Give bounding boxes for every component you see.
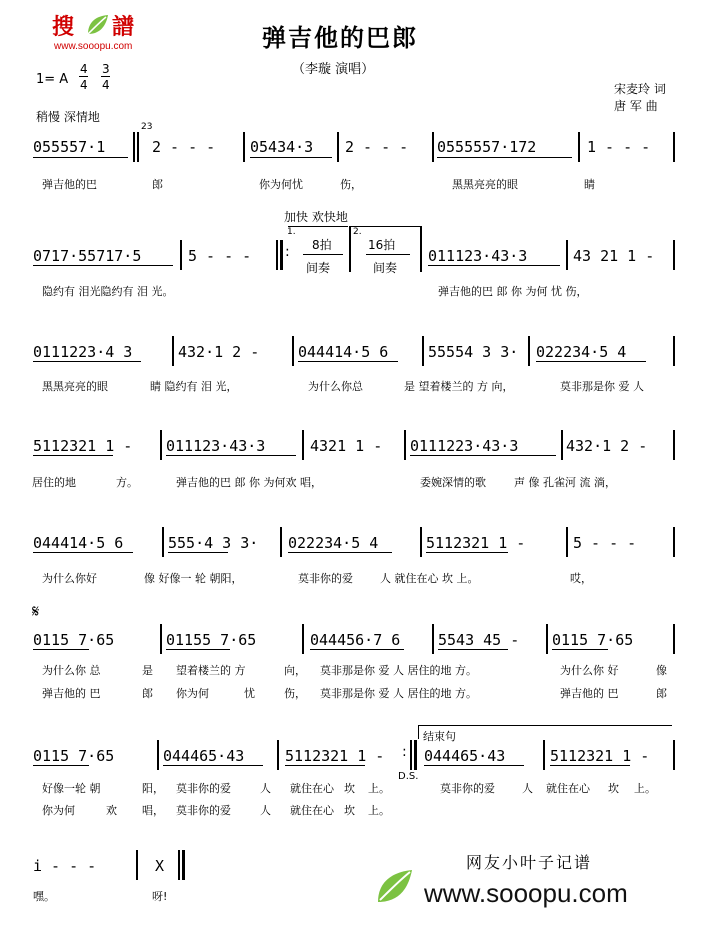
barline [432,132,434,162]
lyric: 人 [260,782,271,795]
barline [180,240,182,270]
barline [136,850,138,880]
barline [133,132,135,162]
lyric: 是 望着楼兰的 方 向， [404,380,514,393]
lyric: 像 [656,664,667,677]
barline [337,132,339,162]
watermark-url[interactable]: www.sooopu.com [424,878,628,908]
ending-bracket-line [418,725,672,726]
barline [292,336,294,366]
underline [33,157,128,158]
underline [168,552,228,553]
lyric: 唱， [142,804,164,817]
underline [33,765,89,766]
lyric: 上。 [368,804,390,817]
measure: 044414·5 6 [33,534,124,552]
measure: X [155,857,165,875]
lyric: 郎 [656,687,667,700]
underline [166,455,296,456]
lyric: 睛 隐约有 泪 光， [150,380,238,393]
lyric: 哎， [570,572,592,585]
measure: 022234·5 4 [288,534,379,552]
lyric: 上。 [368,782,390,795]
logo-char-left: 搜 [52,14,75,40]
barline [243,132,245,162]
logo-char-right: 譜 [112,14,135,40]
barline [673,624,675,654]
key-signature: 1= A [36,72,69,87]
interlude-beats: 8拍 [312,238,332,252]
lyric: 莫非那是你 爱 人 居住的地 方。 [320,664,477,677]
underline [33,265,173,266]
lyric: 人 就住在心 坎 上。 [380,572,479,585]
measure: 432·1 2 - [566,437,648,455]
barline [420,226,422,272]
barline [422,336,424,366]
lyric: 欢 [106,804,117,817]
underline [536,361,646,362]
lyric: 睛 [584,178,595,191]
measure: 5112321 1 - [33,437,133,455]
lyric: 伤， [340,178,362,191]
barline [162,527,164,557]
lyric: 伤， [284,687,306,700]
measure: 0115 7·65 [33,631,115,649]
lyric: 弹吉他的 巴 [42,687,101,700]
repeat-dots: : [285,244,290,260]
underline [166,649,230,650]
measure: 4321 1 - [310,437,383,455]
underline [163,765,263,766]
lyric: 为什么你 总 [42,664,101,677]
barline [673,132,675,162]
underline [438,649,508,650]
song-title: 弹吉他的巴郎 [262,24,418,52]
lyric: 好像一轮 朝 [42,782,101,795]
lyric: 黑黑亮亮的眼 [42,380,108,393]
dal-segno: D.S. [398,771,419,782]
lyric: 委婉深情的歌 [420,476,486,489]
underline [33,649,89,650]
lyric: 莫非你的爱 [298,572,353,585]
underline [285,765,365,766]
measure: 011123·43·3 [166,437,266,455]
lyric: 郎 [152,178,163,191]
measure: 5 - - - [573,534,637,552]
barline [160,624,162,654]
lyric: 坎 [344,782,355,795]
volta-label: 2. [353,227,362,237]
lyric: 阳， [142,782,164,795]
barline [277,740,279,770]
lyric: 像 好像一 轮 朝阳， [144,572,243,585]
lyric: 坎 [344,804,355,817]
sheet-music-page: 搜 譜 www.sooopu.com 弹吉他的巴郎 （李璇 演唱） 1= A 4 4 3 4 宋麦玲 词 唐 军 曲 稍慢 深情地 055557·1 23 2 - - - 05434·3 2 - - - 0555557·172 1 - - - 弹吉他的巴 郎 你为何忧 伤， 黑黑亮亮的眼 睛 加快 欢快地 0717·55717·5 5 - - - : 1. 2. 8拍 间奏 16拍 间奏 011123·43·3 43 21 1 - 隐约有 泪光隐约有 泪 光。 弹吉他的巴 郎 你 为何 忧 伤， 0111223·4 3 432·1 2 - 044414·5 6 55554 3 3· 022234·5 4 黑黑亮亮的眼 睛 隐约有 泪 光， 为什么你总 是 望着楼兰的 方 向， 莫非那是你 爱 人 5112321 1 - 011123·43·3 4321 1 - 0111223·43·3 432·1 2 - 居住的地 方。 弹吉他的巴 郎 你 为何欢 唱， 委婉深情的歌 声 像 孔雀河 流 淌， 044414·5 6 555·4 3 3· 022234·5 4 5112321 1 - 5 - - - 为什么你好 像 好像一 轮 朝阳， 莫非你的爱 人 就住在心 坎 上。 哎， 𝄋 0115 7·65 01155 7·65 044456·7 6 5543 45 - 0115 7·65 为什么你 总 是 望着楼兰的 方 向， 莫非那是你 爱 人 居住的地 方。 为什么你 好 像 弹吉他的 巴 郎 你为何 忧 伤， 莫非那是你 爱 人 居住的地 方。 弹吉他的 巴 郎 0115 7·65 044465·43 5112321 1 - : D.S. 结束句 044465·43 5112321 1 - 好像一轮 朝 阳， 莫非你的爱 人 就住在心 坎 上。 莫非你的爱 人 就住在心 坎 上。 你为何 欢 唱， 莫非你的爱 人 就住在心 坎 上。 i - - - X 嘿。 呀! 网友小叶子记谱 www.sooopu.com [0,0,707,936]
underline [437,157,572,158]
barline [160,430,162,460]
fraction-line [79,76,88,77]
barline [432,624,434,654]
lyric: 弹吉他的巴 郎 你 为何 忧 伤， [438,285,588,298]
underline [410,455,556,456]
barline [172,336,174,366]
measure: 044414·5 6 [298,343,389,361]
barline [561,430,563,460]
measure: 43 21 1 - [573,247,655,265]
barline [546,624,548,654]
measure: 5 - - - [188,247,252,265]
logo-url: www.sooopu.com [54,41,133,52]
barline [410,740,412,770]
lyric: 嘿。 [33,890,55,903]
measure: 011123·43·3 [428,247,528,265]
measure: 05434·3 [250,138,314,156]
lyric: 就住在心 [290,804,334,817]
volta-line [288,226,348,227]
measure: 1 - - - [587,138,651,156]
interlude-label: 间奏 [306,261,331,275]
barline [157,740,159,770]
underline [33,552,133,553]
lyric: 向， [284,664,306,677]
measure: 0115 7·65 [33,747,115,765]
repeat-dots: : [402,744,407,760]
segno-icon: 𝄋 [32,602,40,622]
underline [303,254,343,255]
measure: 0111223·43·3 [410,437,519,455]
lyric: 莫非你的爱 [440,782,495,795]
lyric: 声 像 孔雀河 流 淌， [514,476,616,489]
singer-credit: （李璇 演唱） [292,62,375,77]
underline [288,552,392,553]
barline [673,527,675,557]
barline [182,850,185,880]
lyric: 是 [142,664,153,677]
measure: 2 - - - [345,138,409,156]
lyric: 弹吉他的巴 [42,178,97,191]
composer: 唐 军 曲 [614,99,658,113]
measure: 5112321 1 - [550,747,650,765]
lyric: 你为何 [42,804,75,817]
lyric: 呀! [152,890,168,903]
barline [178,850,180,880]
ending-label: 结束句 [423,730,456,743]
lyric: 隐约有 泪光隐约有 泪 光。 [42,285,174,298]
measure: 0555557·172 [437,138,537,156]
lyric: 就住在心 [290,782,334,795]
lyric: 黑黑亮亮的眼 [452,178,518,191]
barline [137,132,139,162]
lyric: 莫非你的爱 [176,782,231,795]
measure: 5112321 1 - [426,534,526,552]
barline [673,336,675,366]
barline [414,740,417,770]
measure: 044456·7 6 [310,631,401,649]
lyric: 弹吉他的 巴 [560,687,619,700]
measure: 55554 3 3· [428,343,519,361]
barline [528,336,530,366]
lyric: 弹吉他的巴 郎 你 为何欢 唱， [176,476,322,489]
interlude-beats: 16拍 [368,238,396,252]
measure: 044465·43 [163,747,245,765]
lyricist: 宋麦玲 词 [614,82,666,96]
underline [33,455,113,456]
lyric: 为什么你好 [42,572,97,585]
measure: i - - - [33,857,97,875]
interlude-label: 间奏 [373,261,398,275]
lyric: 人 [522,782,533,795]
barline [673,430,675,460]
barline [276,240,278,270]
barline [404,430,406,460]
ending-bracket-hook [418,725,419,739]
measure: 0717·55717·5 [33,247,142,265]
lyric: 莫非那是你 爱 人 [560,380,644,393]
lyric: 忧 [244,687,255,700]
measure: 0111223·4 3 [33,343,133,361]
leaf-icon [84,12,110,38]
lyric: 上。 [634,782,656,795]
measure: 0115 7·65 [552,631,634,649]
measure: 5543 45 - [438,631,520,649]
underline [426,552,508,553]
barline [578,132,580,162]
underline [552,649,608,650]
barline [302,624,304,654]
measure: 432·1 2 - [178,343,260,361]
underline [424,765,524,766]
lyric: 为什么你总 [308,380,363,393]
lyric: 就住在心 [546,782,590,795]
leaf-icon [372,864,416,908]
lyric: 居住的地 [32,476,76,489]
underline [298,361,398,362]
underline [250,157,332,158]
underline [428,265,560,266]
underline [550,765,630,766]
barline [280,240,283,270]
tempo-marking: 稍慢 深情地 [36,110,100,124]
lyric: 你为何忧 [259,178,303,191]
barline [420,527,422,557]
measure: 555·4 3 3· [168,534,259,552]
barline [302,430,304,460]
lyric: 莫非那是你 爱 人 居住的地 方。 [320,687,477,700]
site-logo[interactable] [40,8,160,58]
lyric: 方。 [116,476,138,489]
lyric: 莫非你的爱 [176,804,231,817]
volta-label: 1. [287,227,296,237]
measure: 01155 7·65 [166,631,257,649]
barline [280,527,282,557]
underline [33,361,141,362]
barline [349,226,351,272]
barline [673,740,675,770]
measure: 5112321 1 - [285,747,385,765]
lyric: 郎 [142,687,153,700]
measure: 022234·5 4 [536,343,627,361]
barline [673,240,675,270]
transcriber-credit: 网友小叶子记谱 [466,853,593,872]
underline [366,254,410,255]
measure-number: 23 [141,122,153,132]
underline [310,649,404,650]
lyric: 人 [260,804,271,817]
lyric: 你为何 [176,687,209,700]
barline [566,527,568,557]
fraction-line [101,76,110,77]
measure: 2 - - - [152,138,216,156]
barline [566,240,568,270]
lyric: 坎 [608,782,619,795]
lyric: 望着楼兰的 方 [176,664,246,677]
barline [543,740,545,770]
measure: 044465·43 [424,747,506,765]
measure: 055557·1 [33,138,106,156]
lyric: 为什么你 好 [560,664,619,677]
tempo-marking: 加快 欢快地 [284,210,348,224]
